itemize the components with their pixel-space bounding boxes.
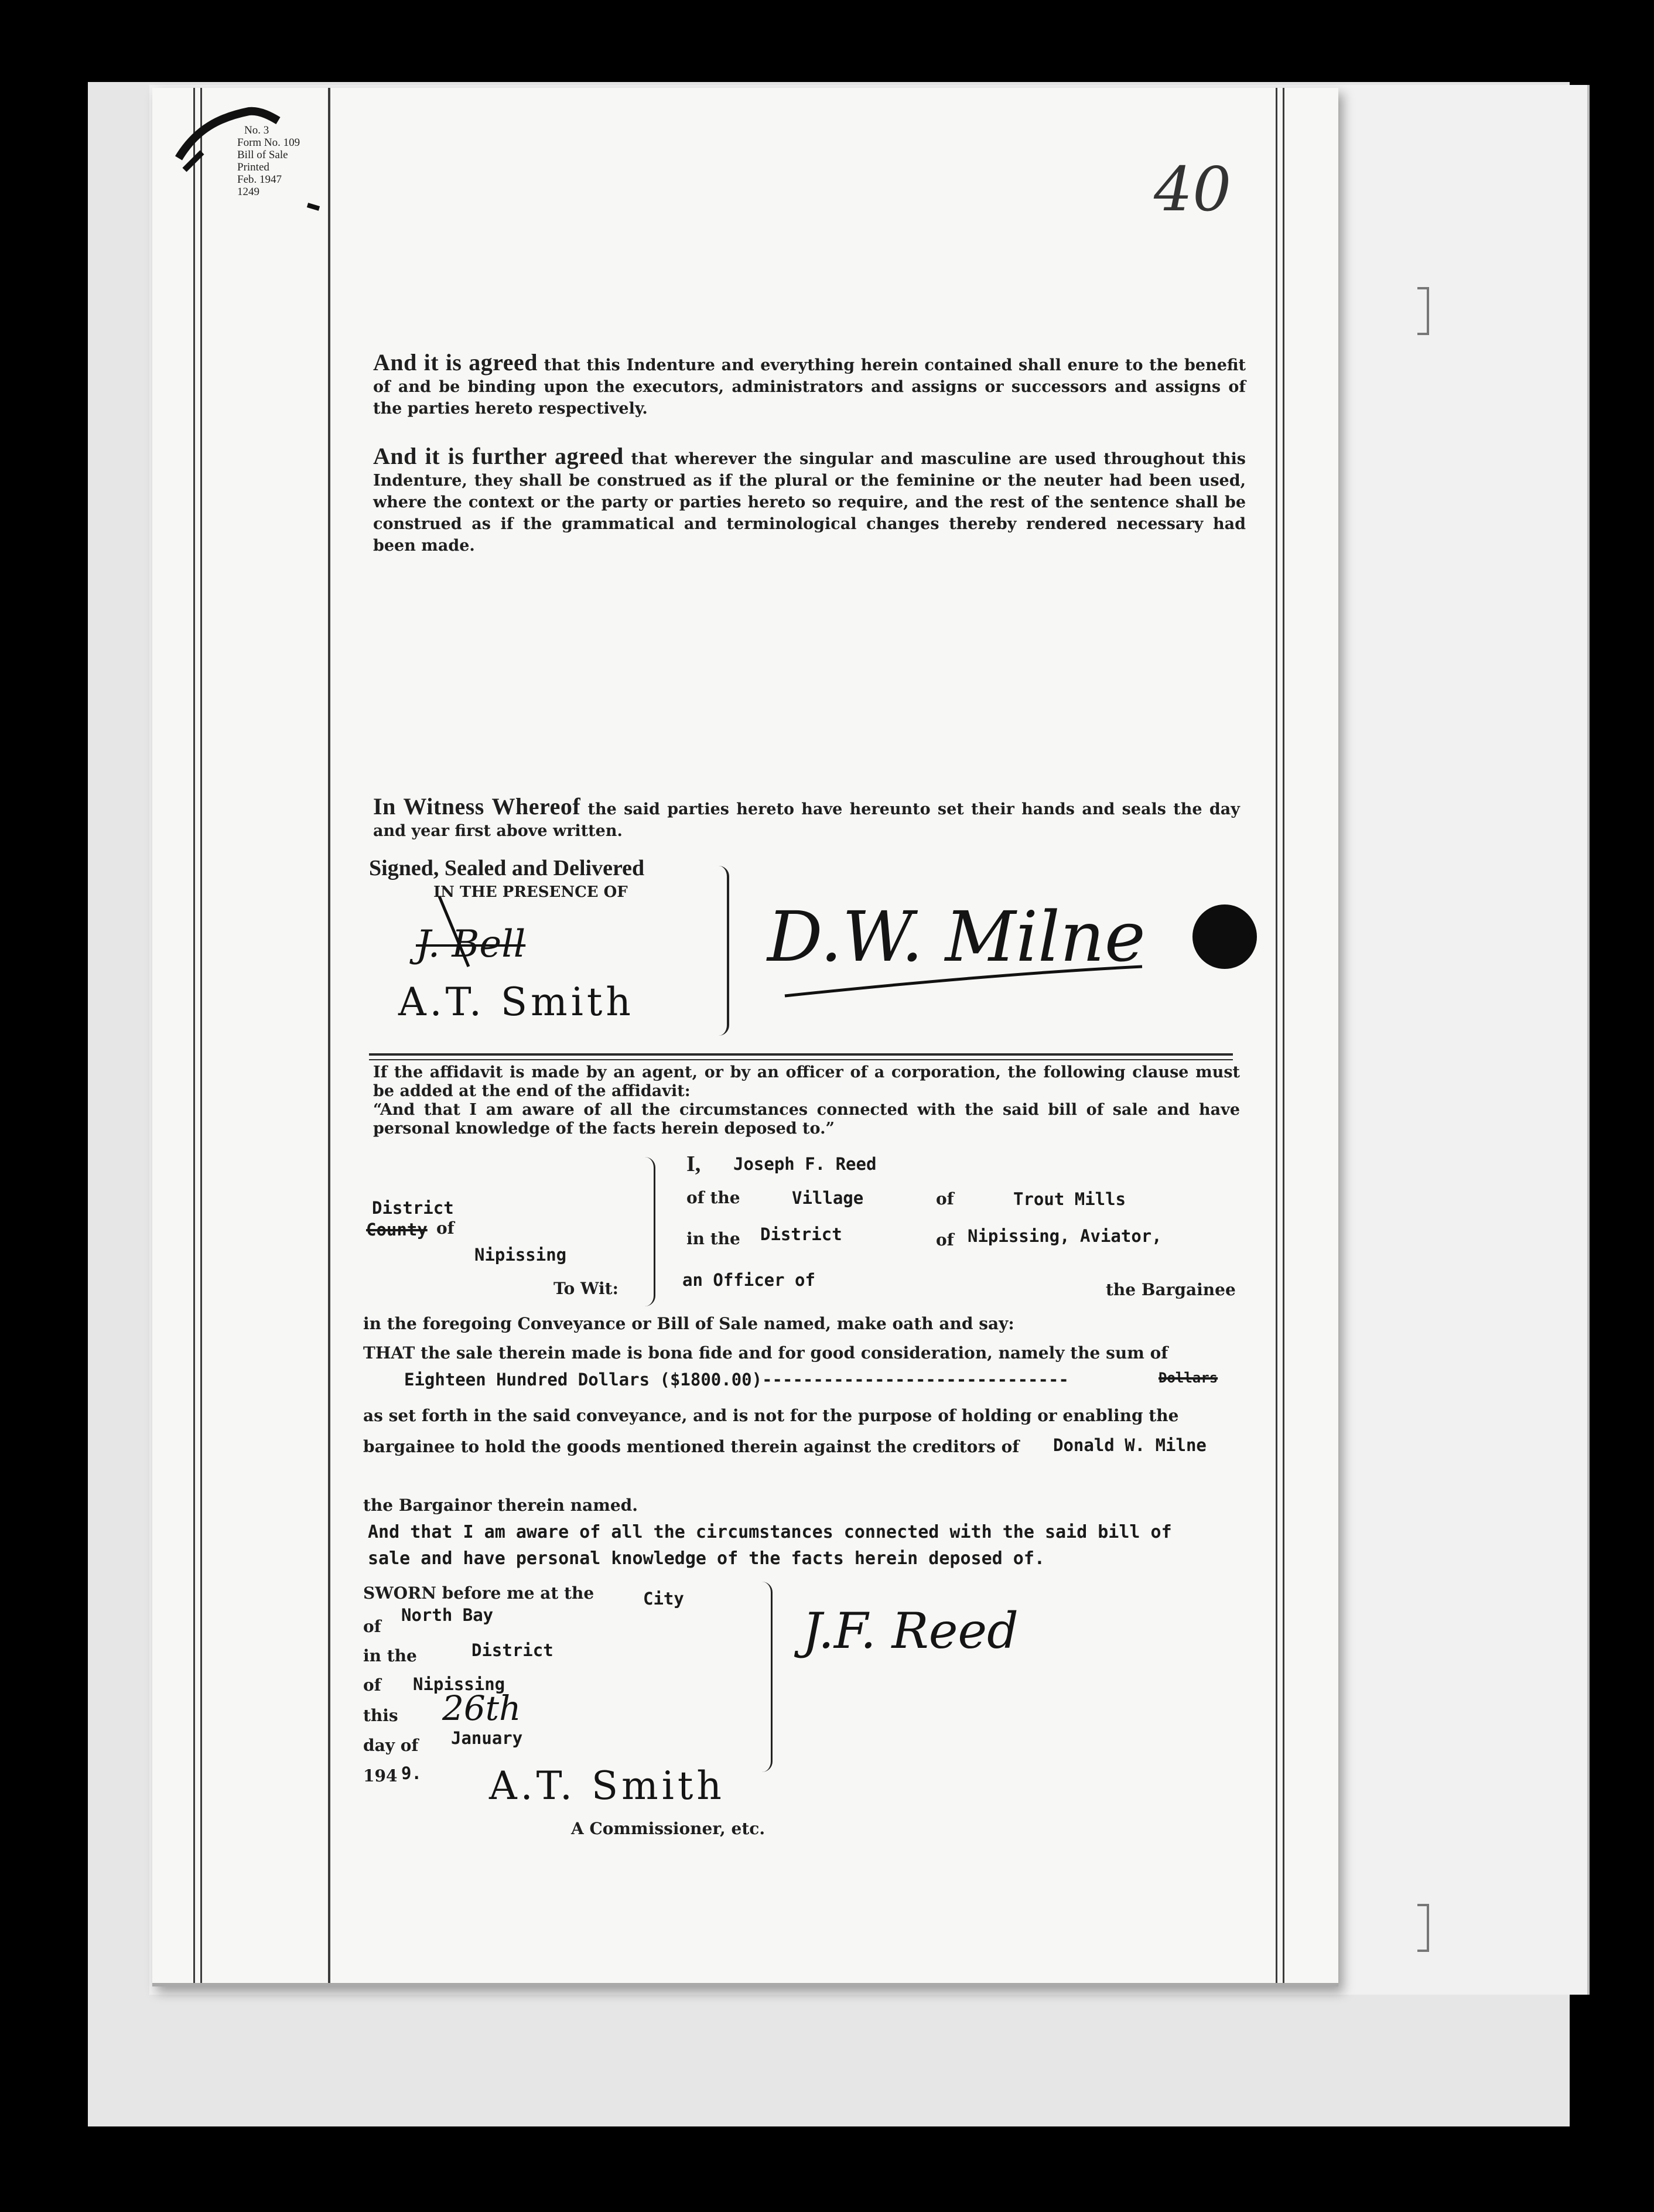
deponent-name: Joseph F. Reed [733,1154,877,1174]
oath-line-3: as set forth in the said conveyance, and is not for the purpose of holding or enabling the [363,1406,1179,1425]
presence-heading: IN THE PRESENCE OF [433,883,628,901]
deponent-region-occupation: Nipissing, Aviator, [968,1226,1162,1246]
sworn-bracket [761,1582,773,1772]
sworn-region-type: District [471,1640,553,1660]
sworn-place-type: City [643,1589,684,1609]
margin-rule-right-1 [1276,88,1277,1983]
seal [1192,904,1257,969]
form-code-line: 1249 [237,186,259,198]
signed-sealed-heading: Signed, Sealed and Delivered [369,856,645,880]
deponent-municipality: Trout Mills [1013,1189,1126,1209]
form-code-line: No. 3 [244,124,269,136]
oath-line-5: the Bargainor therein named. [363,1496,638,1515]
oath-addendum-2: sale and have personal knowledge of the facts herein deposed of. [368,1548,1045,1569]
commissioner-title: A Commissioner, etc. [571,1819,766,1838]
oath-creditor: Donald W. Milne [1053,1435,1207,1455]
deponent-of-the-label: of the [686,1188,740,1207]
deponent-municipality-type: Village [792,1188,864,1208]
signature-underline [779,961,1154,1025]
affidavit-note-quote: “And that I am aware of all the circumstances connected with the said bill of sale and have personal knowledge of the facts herein deposed to.” [373,1101,1240,1138]
form-code-line: Form No. 109 [237,136,300,149]
oath-amount: Eighteen Hundred Dollars ($1800.00)------------------------------ [404,1370,1069,1390]
double-rule-bottom [369,1059,1233,1060]
witness-text: the said parties hereto have hereunto set their hands and seals the day and year first above written. [373,800,1240,840]
form-code-line: Printed [237,161,269,173]
venue-county-struck: County [366,1220,428,1240]
deponent-of-label: of [936,1189,954,1209]
oath-line-1: in the foregoing Conveyance or Bill of Sale named, make oath and say: [363,1314,1014,1333]
further-agreed-lead: And it is further agreed [373,443,624,469]
deponent-signature: J.F. Reed [802,1602,1019,1660]
deponent-i: I, [686,1152,701,1176]
handwritten-folio-number: 40 [1154,153,1232,225]
sworn-year-suffix: 9. [401,1763,422,1783]
sworn-year-prefix: 194 [363,1766,398,1786]
agreed-lead: And it is agreed [373,349,538,376]
sworn-this-label: this [363,1706,398,1725]
venue-place: Nipissing [474,1245,567,1265]
deponent-party: the Bargainee [1106,1280,1236,1299]
form-code-block [237,124,300,198]
oath-line-4: bargainee to hold the goods mentioned therein against the creditors of [363,1437,1020,1456]
double-rule-top [369,1053,1233,1056]
affidavit-note-intro: If the affidavit is made by an agent, or by an officer of a corporation, the following clause must be added at the end of the affidavit: [373,1063,1240,1100]
deponent-capacity: an Officer of [682,1270,815,1290]
witness-clause [373,793,1240,842]
form-code-line: Bill of Sale [237,149,288,161]
agreed-clause [373,351,1246,419]
witness-lead: In Witness Whereof [373,793,581,820]
deponent-of-label-2: of [936,1230,954,1250]
crop-mark-bottom [1417,1904,1429,1952]
witness-signature: A.T. Smith [398,979,634,1025]
affidavit-note [373,1063,1240,1138]
margin-rule-left-2 [200,88,202,1983]
deponent-region-type: District [760,1224,842,1244]
margin-rule-left-3 [328,88,330,1983]
venue-bracket [644,1157,655,1306]
venue-district: District [372,1198,454,1218]
form-code-line: Feb. 1947 [237,173,282,186]
oath-dollars-struck: Dollars [1159,1370,1218,1386]
signature-flourish [433,885,504,972]
venue-of-label: of [436,1218,454,1238]
sworn-region: Nipissing [413,1674,505,1694]
agreed-text: that this Indenture and everything herein contained shall enure to the benefit of and be binding upon the executors, administrators and assigns or successors and assigns of the parties hereto respectively. [373,356,1246,418]
sworn-day-of-label: day of [363,1736,419,1755]
bargainor-signature: D.W. Milne [767,896,1146,977]
commissioner-signature: A.T. Smith [489,1763,725,1808]
sworn-in-the-label: in the [363,1646,417,1665]
margin-rule-left-1 [193,88,195,1983]
crop-mark-top [1417,287,1429,335]
further-agreed-clause [373,445,1246,557]
sworn-of-label: of [363,1617,381,1636]
margin-rule-right-2 [1283,88,1284,1983]
oath-addendum-1: And that I am aware of all the circumstances connected with the said bill of [368,1522,1172,1542]
deponent-in-the-label: in the [686,1229,740,1248]
witness-bracket [717,866,729,1036]
sworn-month: January [451,1728,523,1748]
struck-witness-signature: J. Bell [416,923,526,966]
sworn-day: 26th [442,1688,521,1728]
further-agreed-text: that wherever the singular and masculine are used throughout this Indenture, they shall be construed as if the plural or the feminine or the neuter had been used, where the context or the party or parties hereto so require, and the rest of the sentence shall be construed as if the grammatical and terminological changes thereby rendered necessary had been made. [373,450,1246,555]
sworn-before-label: SWORN before me at the [363,1583,594,1603]
sworn-of-label-2: of [363,1675,381,1695]
to-wit-label: To Wit: [553,1279,618,1298]
sworn-place: North Bay [401,1605,494,1625]
oath-line-2: THAT the sale therein made is bona fide and for good consideration, namely the sum of [363,1343,1168,1363]
